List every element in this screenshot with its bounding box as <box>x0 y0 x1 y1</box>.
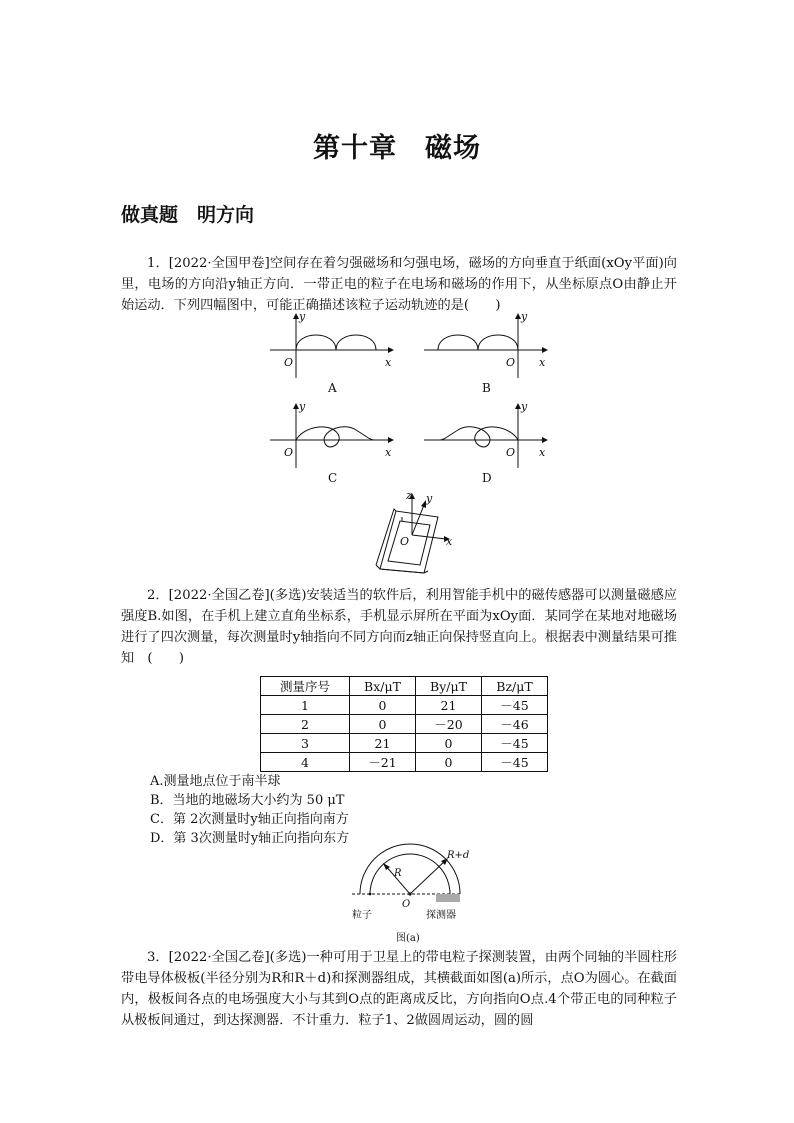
figure-label-c: C <box>328 471 338 485</box>
y-axis-label: y <box>426 492 433 505</box>
detector-label: 探测器 <box>426 910 456 921</box>
table-cell: －45 <box>482 734 548 753</box>
option-d: D．第 3次测量时y轴正向指向东方 <box>150 831 350 846</box>
phone-axes-figure <box>366 487 466 577</box>
table-header: Bz/μT <box>482 677 548 696</box>
question-2-text <box>121 585 677 669</box>
table-row <box>261 734 548 753</box>
table-row <box>261 753 548 772</box>
z-axis-label: z <box>406 489 412 502</box>
option-c: C．第 2次测量时y轴正向指向南方 <box>150 812 349 827</box>
table-row <box>261 715 548 734</box>
section-title: 做真题 明方向 <box>121 204 255 226</box>
question-3-body: 3．[2022·全国乙卷](多选)一种可用于卫星上的带电粒子探测装置，由两个同轴的半圆柱形带电导体极板(半径分别为R和R＋d)和探测器组成，其横截面如图(a)所示，点O为圆心。在截面内，极板间各点的电场强度大小与其到O点的距离成反比，方向指向O点.4个带正电的同种粒子从极板间通过，到达探测器．不计重力．粒子1、2做圆周运动，圆的圆 <box>121 950 677 1028</box>
table-header-row <box>261 677 548 696</box>
option-b: B．当地的地磁场大小约为 50 μT <box>150 793 345 808</box>
figure-label-b: B <box>482 381 491 395</box>
trajectory-figure-a <box>270 310 400 400</box>
x-axis-label: x <box>385 356 392 369</box>
question-3-text <box>121 947 677 1031</box>
detector-figure-a <box>350 848 470 946</box>
table-cell: 1 <box>261 696 350 715</box>
table-cell: －45 <box>482 753 548 772</box>
table-header: By/μT <box>416 677 482 696</box>
table-cell: 21 <box>350 734 416 753</box>
table-cell: 0 <box>416 734 482 753</box>
question-1-text <box>121 253 677 316</box>
trajectory-figure-d <box>424 400 554 490</box>
table-cell: －20 <box>416 715 482 734</box>
table-cell: 4 <box>261 753 350 772</box>
table-cell: －21 <box>350 753 416 772</box>
origin-label: O <box>402 899 411 910</box>
particle-label: 粒子 <box>352 910 372 921</box>
option-a: A.测量地点位于南半球 <box>150 774 281 789</box>
table-cell: 21 <box>416 696 482 715</box>
origin-label: O <box>506 356 516 369</box>
y-axis-label: y <box>299 400 306 413</box>
y-axis-label: y <box>521 400 528 413</box>
table-cell: －46 <box>482 715 548 734</box>
question-1-body: 1．[2022·全国甲卷]空间存在着匀强磁场和匀强电场，磁场的方向垂直于纸面(xOy平面)向里，电场的方向沿y轴正方向．一带正电的粒子在电场和磁场的作用下，从坐标原点O由静止开始运动．下列四幅图中，可能正确描述该粒子运动轨迹的是( ) <box>121 256 677 313</box>
trajectory-figure-b <box>424 310 554 400</box>
x-axis-label: x <box>539 356 546 369</box>
table-cell: 0 <box>350 715 416 734</box>
table-header: 测量序号 <box>261 677 350 696</box>
trajectory-figure-c <box>270 400 400 490</box>
measurement-table <box>260 676 548 772</box>
radius-rd-label: R+d <box>447 850 470 861</box>
radius-r-label: R <box>394 868 402 879</box>
table-cell: 3 <box>261 734 350 753</box>
question-2-body: 2．[2022·全国乙卷](多选)安装适当的软件后，利用智能手机中的磁传感器可以测量磁感应强度B.如图，在手机上建立直角坐标系，手机显示屏所在平面为xOy面．某同学在某地对地磁场进行了四次测量，每次测量时y轴指向不同方向而z轴正向保持竖直向上。根据表中测量结果可推知 ( ) <box>121 588 677 666</box>
table-cell: －45 <box>482 696 548 715</box>
figure-label-a: A <box>328 381 337 395</box>
x-axis-label: x <box>385 446 392 459</box>
figure-label-d: D <box>482 471 492 485</box>
origin-label: O <box>284 356 294 369</box>
table-row <box>261 696 548 715</box>
figure-caption: 图(a) <box>396 933 420 944</box>
table-cell: 0 <box>416 753 482 772</box>
y-axis-label: y <box>521 310 528 323</box>
table-cell: 0 <box>350 696 416 715</box>
chapter-title: 第十章 磁场 <box>313 133 481 164</box>
origin-label: O <box>506 446 516 459</box>
x-axis-label: x <box>539 446 546 459</box>
table-cell: 2 <box>261 715 350 734</box>
table-header: Bx/μT <box>350 677 416 696</box>
origin-label: O <box>284 446 294 459</box>
x-axis-label: x <box>446 535 453 548</box>
origin-label: O <box>400 535 410 548</box>
y-axis-label: y <box>299 310 306 323</box>
